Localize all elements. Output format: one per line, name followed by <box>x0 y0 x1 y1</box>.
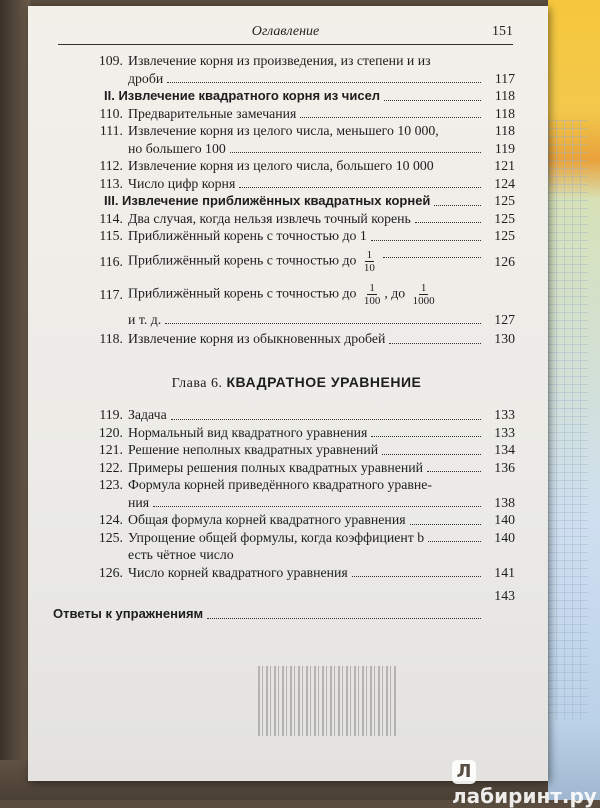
entry-page: 143 <box>494 588 515 603</box>
leader-dots <box>371 240 481 241</box>
toc-entry <box>78 476 515 494</box>
leader-dots <box>428 541 481 542</box>
toc-entry-117 <box>78 279 515 311</box>
entry-page: 118 <box>494 105 515 121</box>
entry-page: 134 <box>494 442 515 457</box>
entry-text: Задача <box>128 407 167 422</box>
entry-text: Приближённый корень с точностью до $\frac{1}{10}$ <box>128 249 375 274</box>
chapter-title: КВАДРАТНОЕ УРАВНЕНИЕ <box>226 373 422 390</box>
leader-dots <box>230 152 481 153</box>
toc-entry <box>78 122 515 140</box>
chapter-heading <box>78 374 515 393</box>
entry-number: 114. <box>99 210 123 226</box>
leader-dots <box>371 436 481 437</box>
toc-entry-117-cont <box>78 311 515 329</box>
entry-text: Упрощение общей формулы, когда коэффициент b <box>128 529 425 545</box>
entry-text: Приближённый корень с точностью до 1 <box>128 228 367 243</box>
toc-section-2 <box>78 406 515 581</box>
entry-page: 124 <box>494 175 515 191</box>
entry-number: 111. <box>99 123 123 138</box>
toc-entry <box>78 441 515 459</box>
entry-page: 133 <box>494 424 515 440</box>
entry-number: 112. <box>99 158 123 173</box>
entry-number: 121. <box>98 442 123 457</box>
header-page-number: 151 <box>492 24 513 39</box>
toc-entry <box>78 105 515 123</box>
entry-page: 118 <box>494 123 515 138</box>
toc-entry <box>78 227 515 245</box>
entry-page: 118 <box>494 88 515 103</box>
bleed-through-barcode <box>258 666 398 736</box>
entry-text: есть чётное число <box>128 547 234 562</box>
entry-text: Нормальный вид квадратного уравнения <box>128 424 368 440</box>
toc-entry <box>78 529 515 547</box>
entry-text: Извлечение корня из произведения, из степени и из <box>128 53 431 68</box>
entry-text: Извлечение корня из целого числа, большего 10 000 <box>128 158 434 173</box>
section-heading: II. Извлечение квадратного корня из чисел <box>104 88 381 103</box>
entry-page: 141 <box>494 564 515 580</box>
entry-number: 122. <box>98 459 123 475</box>
entry-text: и т. д. <box>128 311 162 327</box>
leader-dots <box>389 343 481 344</box>
book-page <box>28 6 548 781</box>
leader-dots <box>171 419 481 420</box>
toc-answers <box>53 588 515 623</box>
toc-entry <box>78 140 515 158</box>
leader-dots <box>352 576 481 577</box>
toc-entry <box>78 564 515 582</box>
entry-number: 123. <box>98 477 123 492</box>
entry-text: ния <box>128 494 150 510</box>
entry-page: 140 <box>494 529 515 545</box>
entry-text: Число цифр корня <box>128 175 236 191</box>
toc-entry <box>78 210 515 228</box>
toc-entry <box>78 70 515 88</box>
entry-page: 140 <box>494 512 515 527</box>
toc-entry <box>78 52 515 70</box>
leader-dots <box>167 82 481 83</box>
answers-text: Ответы к упражнениям <box>53 606 204 621</box>
fraction: $\frac{1}{100}$ <box>363 282 381 307</box>
toc-entry <box>78 424 515 442</box>
chapter-label: Глава 6. <box>171 375 223 391</box>
background-left <box>0 0 30 800</box>
entry-number: 113. <box>99 175 123 191</box>
toc-entry <box>78 511 515 529</box>
leader-dots <box>239 187 481 188</box>
entry-number: 117. <box>99 286 123 302</box>
leader-dots <box>427 471 481 472</box>
entry-text: Извлечение корня из обыкновенных дробей <box>128 331 386 346</box>
toc-entry <box>78 157 515 175</box>
entry-text: Приближённый корень с точностью до $\frac{1}{100}$ , до $\frac{1}{1000}$ <box>128 282 435 307</box>
leader-dots <box>383 257 481 258</box>
fraction: $\frac{1}{1000}$ <box>412 282 435 307</box>
toc-entry <box>78 192 515 210</box>
entry-page: 125 <box>494 193 515 208</box>
toc-entry <box>78 546 515 564</box>
entry-text: Извлечение корня из целого числа, меньшего 10 000, <box>128 123 439 138</box>
toc-entry <box>78 406 515 424</box>
leader-dots <box>207 618 481 619</box>
leader-dots <box>382 454 481 455</box>
entry-page: 125 <box>494 228 515 243</box>
entry-text: Решение неполных квадратных уравнений <box>128 442 379 457</box>
entry-number: 126. <box>98 564 123 580</box>
entry-text: Предварительные замечания <box>128 105 297 121</box>
toc-entry-116 <box>78 245 515 279</box>
toc-entry <box>78 459 515 477</box>
entry-number: 115. <box>99 228 123 243</box>
fraction: $\frac{1}{10}$ <box>363 249 375 274</box>
entry-text: Общая формула корней квадратного уравнения <box>128 512 406 527</box>
entry-text: но большего 100 <box>128 140 226 156</box>
page-header <box>58 18 513 45</box>
toc-entry <box>78 175 515 193</box>
entry-page: 121 <box>494 158 515 173</box>
toc-entry-118 <box>78 330 515 348</box>
entry-page: 130 <box>494 331 515 346</box>
entry-page: 136 <box>494 459 515 475</box>
entry-text: Число корней квадратного уравнения <box>128 564 348 580</box>
entry-text: Два случая, когда нельзя извлечь точный корень <box>128 210 411 226</box>
entry-number: 109. <box>98 53 123 68</box>
toc-entry <box>78 87 515 105</box>
entry-page: 119 <box>494 140 515 156</box>
leader-dots <box>153 506 481 507</box>
entry-number: 110. <box>99 105 123 121</box>
toc-section-1 <box>78 52 515 245</box>
entry-text: Формула корней приведённого квадратного уравне- <box>128 477 432 492</box>
entry-number: 124. <box>98 512 123 527</box>
entry-page: 125 <box>494 210 515 226</box>
labirint-logo-icon: Л <box>452 760 476 784</box>
entry-text: Примеры решения полных квадратных уравнений <box>128 459 424 475</box>
entry-number: 118. <box>99 331 123 346</box>
leader-dots <box>384 100 481 101</box>
entry-page: 127 <box>494 311 515 327</box>
toc-entry <box>78 494 515 512</box>
leader-dots <box>434 205 481 206</box>
leader-dots <box>410 524 481 525</box>
entry-number: 119. <box>99 407 123 422</box>
header-title: Оглавление <box>251 24 320 39</box>
entry-number: 116. <box>99 253 123 269</box>
book-edge-grid <box>548 120 588 720</box>
leader-dots <box>300 117 481 118</box>
entry-text: дроби <box>128 70 164 86</box>
entry-number: 120. <box>98 424 123 440</box>
section-heading: III. Извлечение приближённых квадратных корней <box>104 193 431 208</box>
table-of-contents <box>53 52 515 623</box>
leader-dots <box>165 323 481 324</box>
watermark: Ллабиринт.ру <box>452 761 597 808</box>
entry-number: 125. <box>98 529 123 545</box>
entry-page: 126 <box>494 253 515 269</box>
entry-page: 133 <box>494 407 515 422</box>
entry-page: 138 <box>494 494 515 510</box>
leader-dots <box>415 222 481 223</box>
entry-page: 117 <box>494 70 515 86</box>
